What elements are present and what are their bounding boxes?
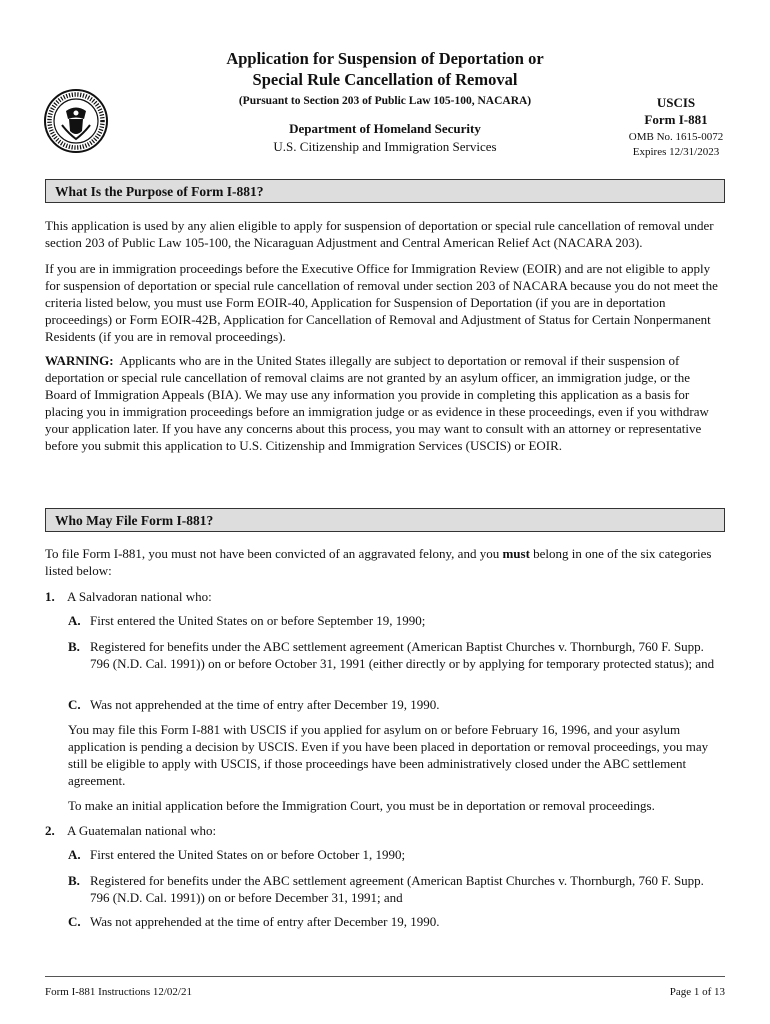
omb-number: OMB No. 1615-0072: [628, 131, 724, 143]
form-id-block: [610, 94, 742, 160]
section-heading-purpose: What Is the Purpose of Form I-881?: [45, 179, 725, 203]
agency-name: U.S. Citizenship and Immigration Services: [273, 139, 497, 154]
list-item-1b: [68, 638, 726, 672]
list-item-2a: [68, 846, 726, 863]
item-letter: A.: [68, 613, 81, 628]
list-item-1a: [68, 612, 726, 629]
purpose-paragraph-1: This application is used by any alien eligible to apply for suspension of deportation or special rule cancellation of removal under section 203 of Public Law 105-100, the Nicaraguan Adjustment and Central American Relief Act (NACARA 203).: [45, 218, 714, 250]
dhs-seal-logo: [44, 89, 108, 153]
salvadoran-note-2: To make an initial application before the Immigration Court, you must be in deportation or removal proceedings.: [68, 798, 655, 813]
form-number: Form I-881: [644, 112, 708, 127]
intro-text-a: To file Form I-881, you must not have been convicted of an aggravated felony, and you: [45, 546, 503, 561]
warning-text: Applicants who are in the United States illegally are subject to deportation or removal if their suspension of deportation or special rule cancellation of removal claims are not granted by an asylum officer, an immigration judge, or the Board of Immigration Appeals (BIA). We may use any information you provide in completing this application as a basis for placing you in immigration proceedings before an immigration judge or as evidence in these proceedings, even if you withdraw your application later. If you have any concerns about this process, you may want to consult with an attorney or representative before you submit this application to U.S. Citizenship and Immigration Services (USCIS) or EOIR.: [45, 353, 709, 453]
item-letter: A.: [68, 847, 81, 862]
warning-paragraph: [45, 352, 725, 454]
item-text: Was not apprehended at the time of entry after December 19, 1990.: [90, 697, 440, 712]
item-text: A Salvadoran national who:: [67, 589, 212, 604]
footer-divider: [45, 976, 725, 977]
item-letter: C.: [68, 914, 81, 929]
title-line-2: Special Rule Cancellation of Removal: [252, 70, 518, 89]
list-item-1: [45, 588, 212, 605]
salvadoran-note-1: You may file this Form I-881 with USCIS if you applied for asylum on or before February 16, 1996, and your asylum application is pending a decision by USCIS. Even if you have been placed in deportation or removal proceedings, you may still be eligible to apply with USCIS, if those proceedings have been administratively closed under the ABC settlement agreement.: [68, 722, 709, 788]
footer-page-number: Page 1 of 13: [669, 986, 725, 998]
who-may-file-intro: [45, 545, 725, 579]
form-subtitle: (Pursuant to Section 203 of Public Law 105-100, NACARA): [238, 95, 532, 107]
item-text: First entered the United States on or before October 1, 1990;: [90, 847, 406, 862]
item-text: Registered for benefits under the ABC settlement agreement (American Baptist Churches v. Thornburgh, 760 F. Supp. 796 (N.D. Cal. 1991)) on or before December 31, 1991; and: [90, 873, 704, 905]
purpose-paragraph-2: If you are in immigration proceedings before the Executive Office for Immigration Review (EOIR) and are not eligible to apply for suspension of deportation or special rule cancellation of removal under section 203 of NACARA because you do not meet the criteria listed below, you must use Form EOIR-40, Application for Suspension of Deportation (if you are in deportation proceedings) or Form EOIR-42B, Application for Cancellation of Removal and Adjustment of Status for Certain Nonpermanent Residents (if you are in removal proceedings).: [45, 261, 718, 344]
list-item-2b: [68, 872, 726, 906]
footer-form-id: Form I-881 Instructions 12/02/21: [45, 986, 192, 998]
item-text: A Guatemalan national who:: [67, 823, 217, 838]
intro-text-b: belong in one of the six categories listed below:: [45, 546, 712, 578]
list-item-2: [45, 822, 216, 839]
intro-emphasis: must: [502, 546, 530, 561]
item-number: 1.: [45, 589, 55, 604]
form-title: [180, 48, 590, 90]
title-line-1: Application for Suspension of Deportation or: [226, 49, 544, 68]
item-text: Registered for benefits under the ABC settlement agreement (American Baptist Churches v. Thornburgh, 760 F. Supp. 796 (N.D. Cal. 1991)) on or before October 31, 1991 (either directly or by applying for temporary protected status); and: [90, 639, 715, 671]
form-agency: USCIS: [656, 95, 696, 110]
expiration-date: Expires 12/31/2023: [632, 146, 720, 158]
section-heading-who-may-file: Who May File Form I-881?: [45, 508, 725, 532]
item-text: First entered the United States on or before September 19, 1990;: [90, 613, 426, 628]
item-number: 2.: [45, 823, 55, 838]
item-letter: B.: [68, 639, 80, 654]
warning-label: WARNING:: [45, 353, 114, 368]
item-letter: C.: [68, 697, 81, 712]
list-item-2c: [68, 913, 726, 930]
list-item-1c: [68, 696, 726, 713]
item-text: Was not apprehended at the time of entry after December 19, 1990.: [90, 914, 440, 929]
item-letter: B.: [68, 873, 80, 888]
department-name: Department of Homeland Security: [289, 121, 481, 136]
